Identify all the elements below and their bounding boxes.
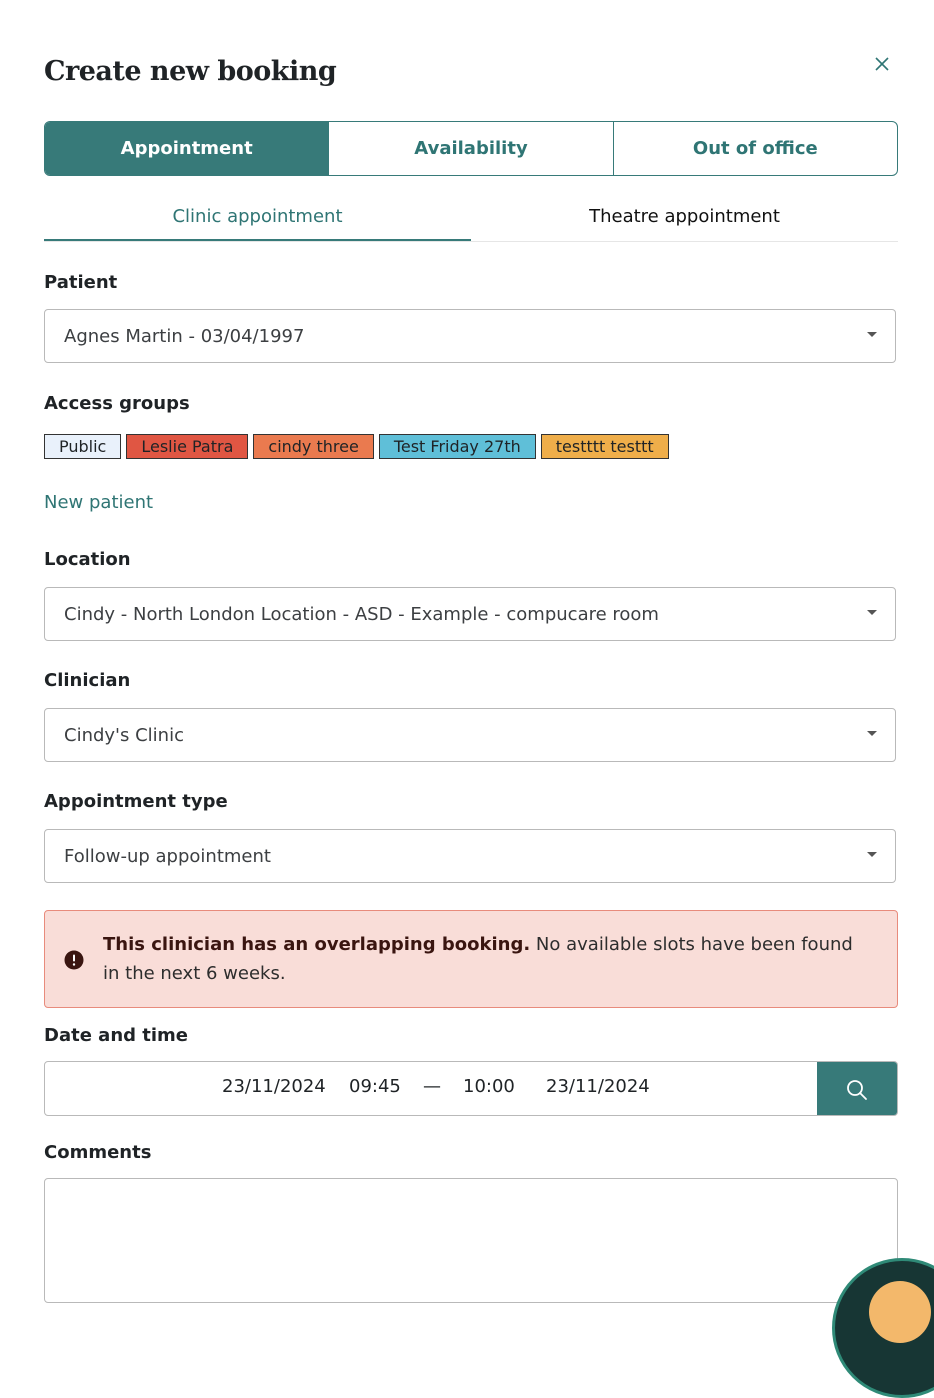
modal-title: Create new booking — [44, 56, 337, 87]
start-date-input[interactable]: 23/11/2024 — [222, 1076, 326, 1097]
location-label: Location — [44, 549, 131, 570]
patient-value: Agnes Martin - 03/04/1997 — [64, 325, 305, 347]
location-select[interactable] — [44, 587, 896, 641]
tab-availability[interactable]: Availability — [328, 122, 612, 175]
close-icon[interactable] — [868, 50, 896, 78]
clinician-select[interactable] — [44, 708, 896, 762]
access-group-chip: Test Friday 27th — [379, 434, 536, 459]
access-group-chip: Leslie Patra — [126, 434, 248, 459]
chevron-down-icon — [867, 731, 877, 736]
chat-avatar-icon — [869, 1281, 931, 1343]
range-separator: — — [423, 1076, 441, 1097]
patient-select[interactable] — [44, 309, 896, 363]
chevron-down-icon — [867, 332, 877, 337]
chevron-down-icon — [867, 852, 877, 857]
tab-appointment[interactable]: Appointment — [45, 122, 328, 175]
appointment-type-value: Follow-up appointment — [64, 845, 271, 867]
tab-theatre-appointment[interactable]: Theatre appointment — [589, 206, 780, 227]
search-icon — [846, 1079, 868, 1101]
location-value: Cindy - North London Location - ASD - Example - compucare room — [64, 603, 659, 625]
chevron-down-icon — [867, 610, 877, 615]
access-groups-label: Access groups — [44, 393, 190, 414]
search-slots-button[interactable] — [817, 1062, 897, 1116]
comments-label: Comments — [44, 1142, 152, 1163]
date-time-range — [44, 1061, 898, 1116]
overlap-alert — [44, 910, 898, 1008]
tab-out-of-office[interactable]: Out of office — [613, 122, 897, 175]
booking-type-toggle — [44, 121, 898, 176]
exclamation-circle-icon — [64, 950, 84, 970]
alert-bold-text: This clinician has an overlapping booking. — [103, 934, 531, 955]
new-patient-link[interactable]: New patient — [44, 492, 154, 513]
end-date-input[interactable]: 23/11/2024 — [546, 1076, 650, 1097]
start-time-input[interactable]: 09:45 — [349, 1076, 401, 1097]
tab-clinic-appointment[interactable]: Clinic appointment — [44, 196, 471, 241]
comments-textarea[interactable] — [44, 1178, 898, 1303]
appointment-type-select[interactable] — [44, 829, 896, 883]
date-time-label: Date and time — [44, 1025, 189, 1046]
clinician-label: Clinician — [44, 670, 131, 691]
appointment-type-label: Appointment type — [44, 791, 228, 812]
end-time-input[interactable]: 10:00 — [463, 1076, 515, 1097]
access-group-chip: Public — [44, 434, 121, 459]
clinician-value: Cindy's Clinic — [64, 724, 184, 746]
patient-label: Patient — [44, 272, 118, 293]
appointment-tabs — [44, 196, 898, 242]
access-group-chip: cindy three — [253, 434, 373, 459]
access-groups-list — [44, 434, 669, 459]
access-group-chip: testttt testtt — [541, 434, 669, 459]
alert-detail-text: No available slots have been found in the next 6 weeks. — [103, 934, 853, 984]
alert-message — [103, 930, 873, 988]
